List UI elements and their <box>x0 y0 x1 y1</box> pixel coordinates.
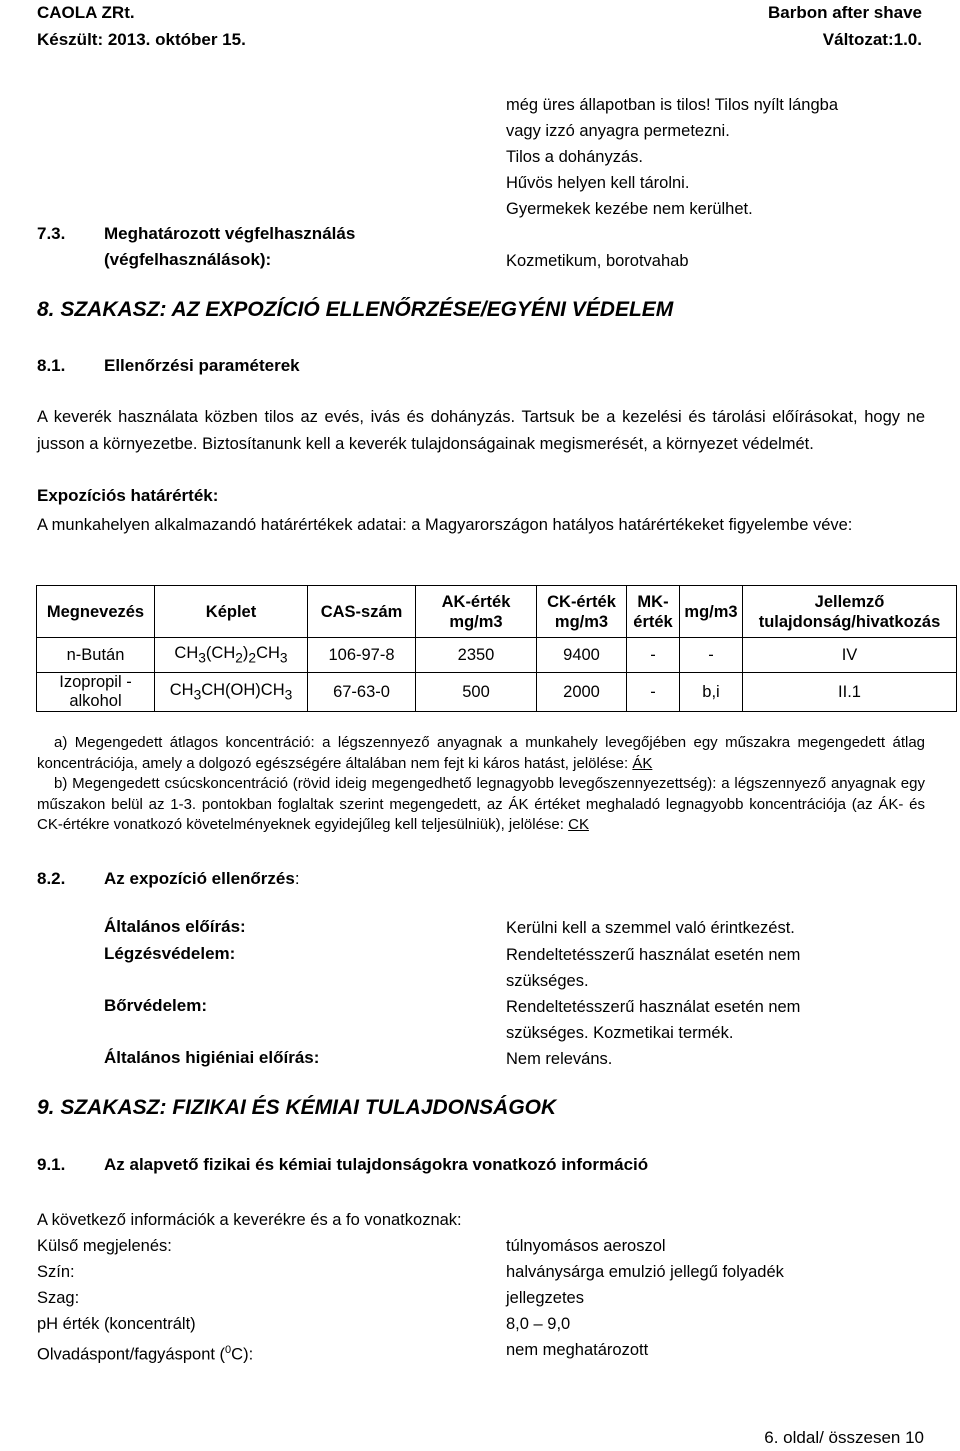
s73-value: Kozmetikum, borotvahab <box>506 252 689 270</box>
company-name: CAOLA ZRt. <box>37 3 135 22</box>
prop-key: Szín: <box>37 1263 75 1281</box>
exposure-paragraph: A munkahelyen alkalmazandó határértékek adatai: a Magyarországon hatályos határértékeket figyelembe véve: <box>37 516 853 534</box>
cell-ck: 9400 <box>537 638 627 673</box>
cell-ref: II.1 <box>743 673 957 712</box>
version-text: Változat:1.0 <box>822 30 918 49</box>
cell-cas: 106-97-8 <box>308 638 416 673</box>
s81-number: 8.1. <box>37 356 66 375</box>
s73-number: 7.3. <box>37 224 66 243</box>
col-formula <box>155 586 308 638</box>
exposure-limit-label: Expozíciós határérték: <box>37 486 219 505</box>
f-sub: 3 <box>284 687 293 703</box>
s81-title: Ellenőrzési paraméterek <box>104 356 300 375</box>
s82-title: Az expozíció ellenőrzés <box>104 869 295 888</box>
control-value-hygiene: Nem releváns. <box>506 1050 613 1068</box>
col-mk-unit: mg/m3 <box>684 602 738 621</box>
f-sub: 3 <box>279 650 288 666</box>
col-mk <box>627 586 680 638</box>
s82-colon: : <box>294 869 300 888</box>
f-part: CH <box>256 644 280 663</box>
f-sub: 3 <box>193 687 202 703</box>
cell-formula <box>155 673 308 712</box>
control-value-respiratory-2: szükséges. <box>506 972 589 990</box>
s73-label-2: (végfelhasználások): <box>104 250 272 269</box>
prop-key: pH érték (koncentrált) <box>37 1315 196 1333</box>
cell-mk: - <box>627 638 680 673</box>
note-b <box>37 774 925 836</box>
s81-paragraph: A keverék használata közben tilos az evés, ivás és dohányzás. Tartsuk be a kezelési és tárolási előírásokat, hogy ne jusson a környezetbe. Biztosítanunk kell a keverék tulajdonságainak megismerését, a környezet védelmét. <box>37 408 925 453</box>
f-sub: 3 <box>198 650 206 666</box>
note-b-code: CK <box>568 816 589 833</box>
col-ck <box>537 586 627 638</box>
prop-key: Külső megjelenés: <box>37 1237 172 1255</box>
product-name: Barbon after shave <box>768 3 922 22</box>
control-value-respiratory-1: Rendeltetésszerű használat esetén nem <box>506 946 801 964</box>
cell-mk2: - <box>680 638 743 673</box>
col-formula-label: Képlet <box>205 602 257 621</box>
f-sub: 2 <box>248 650 257 666</box>
note-a <box>37 733 925 774</box>
cell-mk2: b,i <box>680 673 743 712</box>
f-part: CH <box>169 681 194 700</box>
prop-value: jellegzetes <box>506 1289 584 1307</box>
control-label-general: Általános előírás: <box>104 917 246 936</box>
prop-value-melting: nem meghatározott <box>506 1341 649 1359</box>
col-ak-label: AK-érték <box>441 592 511 611</box>
table-header-row <box>37 586 957 638</box>
s73-line-4: Hűvös helyen kell tárolni. <box>506 174 690 192</box>
section-8-title: 8. SZAKASZ: AZ EXPOZÍCIÓ ELLENŐRZÉSE/EGYÉNI VÉDELEM <box>37 298 674 321</box>
f-part: (CH <box>205 644 236 663</box>
cell-ak: 2350 <box>416 638 537 673</box>
col-name-label: Megnevezés <box>46 602 145 621</box>
col-mk2 <box>680 586 743 638</box>
col-ref <box>743 586 957 638</box>
s91-intro: A következő információk a keverékre és a fo vonatkoznak: <box>37 1211 462 1229</box>
s82-number: 8.2. <box>37 869 66 888</box>
s73-label-1: Meghatározott végfelhasználás <box>104 224 356 243</box>
cell-mk: - <box>627 673 680 712</box>
col-name <box>37 586 155 638</box>
control-value-skin-2: szükséges. Kozmetikai termék. <box>506 1024 734 1042</box>
page-number: 6. oldal/ összesen 10 <box>764 1428 924 1447</box>
section-9-title: 9. SZAKASZ: FIZIKAI ÉS KÉMIAI TULAJDONSÁGOK <box>37 1096 557 1119</box>
table-row <box>37 638 957 673</box>
cell-ref: IV <box>743 638 957 673</box>
note-b-text: b) Megengedett csúcskoncentráció (rövid ideig megengedhető legnagyobb levegőszennyezettség): a légszennyező anyagnak egy műszakon belül az 1-3. pontokban foglaltak szerint megengedett, az ÁK értéket meghaladó legnagyobb koncentrációja (az ÁK- és CK-értékre vonatkozó követelményeknek egyidejűleg kell teljesülniük), jelölése: <box>37 775 925 833</box>
exposure-table <box>36 585 957 712</box>
f-sub: 2 <box>235 650 243 666</box>
col-cas <box>308 586 416 638</box>
f-part: CH(OH)CH <box>201 681 285 700</box>
s91-number: 9.1. <box>37 1155 66 1174</box>
cell-name: n-Bután <box>37 638 155 673</box>
s73-line-3: Tilos a dohányzás. <box>506 148 643 166</box>
prop-key-melting <box>37 1337 253 1368</box>
col-ref-label-1: Jellemző <box>814 592 885 611</box>
version-dot: . <box>917 30 922 49</box>
f-part: CH <box>174 644 199 663</box>
note-a-code: ÁK <box>632 754 653 772</box>
cell-ak: 500 <box>416 673 537 712</box>
melt-degree: 0 <box>225 1344 232 1356</box>
prop-key: Szag: <box>37 1289 80 1307</box>
melt-key-b: C): <box>231 1345 254 1364</box>
control-value-general: Kerülni kell a szemmel való érintkezést. <box>506 919 795 937</box>
cell-formula <box>155 638 308 673</box>
s91-title: Az alapvető fizikai és kémiai tulajdonságokra vonatkozó információ <box>104 1155 649 1174</box>
col-ck-unit: mg/m3 <box>554 612 609 631</box>
col-ck-label: CK-érték <box>547 592 616 611</box>
col-ak <box>416 586 537 638</box>
cell-ck: 2000 <box>537 673 627 712</box>
control-label-skin: Bőrvédelem: <box>104 996 207 1015</box>
prop-value: túlnyomásos aeroszol <box>506 1237 666 1255</box>
control-label-respiratory: Légzésvédelem: <box>104 944 236 963</box>
created-date: Készült: 2013. október 15. <box>37 30 246 49</box>
prop-value: 8,0 – 9,0 <box>506 1315 571 1333</box>
table-row <box>37 673 957 712</box>
control-value-skin-1: Rendeltetésszerű használat esetén nem <box>506 998 801 1016</box>
s82-heading <box>104 869 300 889</box>
melt-key-a: Olvadáspont/fagyáspont ( <box>37 1345 226 1364</box>
version <box>823 30 922 50</box>
control-label-hygiene: Általános higiéniai előírás: <box>104 1048 320 1067</box>
f-part: ) <box>242 644 249 663</box>
note-a-text: a) Megengedett átlagos koncentráció: a légszennyező anyagnak a munkahely levegőjében egy műszakra megengedett átlag koncentrációja, amely a dolgozó egészségére általában nem fejt ki káros hatást, jelölése: <box>37 734 925 772</box>
cell-cas: 67-63-0 <box>308 673 416 712</box>
s73-line-5: Gyermekek kezébe nem kerülhet. <box>506 200 753 218</box>
col-ref-label-2: tulajdonság/hivatkozás <box>758 612 941 631</box>
s73-line-2: vagy izzó anyagra permetezni. <box>506 122 730 140</box>
s73-line-1: még üres állapotban is tilos! Tilos nyílt lángba <box>506 96 839 114</box>
col-cas-label: CAS-szám <box>320 602 403 621</box>
prop-value: halványsárga emulzió jellegű folyadék <box>506 1263 784 1281</box>
cell-name: Izopropil -alkohol <box>37 673 155 712</box>
col-ak-unit: mg/m3 <box>449 612 503 631</box>
col-mk-label: MK-érték <box>633 592 673 631</box>
